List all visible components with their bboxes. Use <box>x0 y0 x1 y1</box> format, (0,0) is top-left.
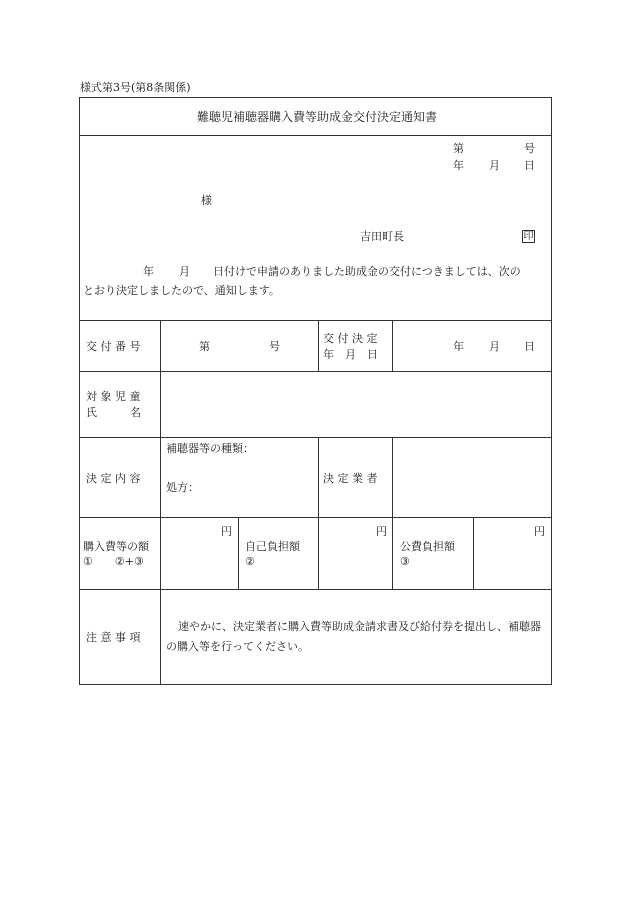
prescription-label: 処方： <box>166 481 199 494</box>
self-pay-label-1: 自己負担額 <box>245 540 300 553</box>
body-text-line-1: 日付けで申請のありました助成金の交付につきましては、次の <box>213 265 521 278</box>
issue-number-label: 交 付 番 号 <box>86 340 141 353</box>
date-nen: 年 <box>453 159 464 172</box>
child-name-label-2: 氏 名 <box>86 406 141 419</box>
form-frame <box>79 97 552 685</box>
divider <box>392 320 393 372</box>
notes-label: 注 意 事 項 <box>86 631 141 644</box>
public-pay-yen: 円 <box>534 525 545 538</box>
decision-date-nen: 年 <box>453 340 464 353</box>
self-pay-yen: 円 <box>376 525 387 538</box>
number-gou: 号 <box>524 142 535 155</box>
divider <box>79 320 552 321</box>
divider <box>79 371 552 372</box>
public-pay-label-2: ③ <box>400 555 410 568</box>
issue-number-gou: 号 <box>269 340 280 353</box>
device-type-label: 補聴器等の種類： <box>166 442 254 455</box>
divider <box>473 517 474 589</box>
total-amount-label-1: 購入費等の額 <box>83 540 149 553</box>
document-title: 難聴児補聴器購入費等助成金交付決定通知書 <box>197 110 438 124</box>
form-number: 様式第3号(第8条関係) <box>80 81 191 94</box>
body-date-nen: 年 <box>143 265 154 278</box>
total-amount-yen: 円 <box>221 525 232 538</box>
self-pay-label-2: ② <box>245 555 255 568</box>
number-dai: 第 <box>453 142 464 155</box>
vendor-label: 決 定 業 者 <box>323 472 378 485</box>
child-name-label-1: 対 象 児 童 <box>86 390 141 403</box>
date-hi: 日 <box>524 159 535 172</box>
issue-number-dai: 第 <box>199 340 210 353</box>
date-tsuki: 月 <box>489 159 500 172</box>
divider <box>160 320 161 685</box>
issuer-name: 吉田町長 <box>360 230 404 243</box>
decision-content-label: 決 定 内 容 <box>86 472 141 485</box>
total-amount-label-2: ① ②+③ <box>83 555 144 568</box>
divider <box>392 437 393 589</box>
public-pay-label-1: 公費負担額 <box>400 540 455 553</box>
divider <box>79 437 552 438</box>
divider <box>318 437 319 589</box>
divider <box>79 589 552 590</box>
divider <box>79 517 552 518</box>
recipient-sama: 様 <box>201 194 212 207</box>
body-date-tsuki: 月 <box>179 265 190 278</box>
notes-text: 速やかに、決定業者に購入費等助成金請求書及び給付券を提出し、補聴器の購入等を行ってください。 <box>166 620 541 653</box>
seal-mark: 印 <box>523 231 534 242</box>
decision-date-label-1: 交 付 決 定 <box>323 332 378 345</box>
body-text-line-2: とおり決定しましたので、通知します。 <box>83 284 280 297</box>
decision-date-hi: 日 <box>524 340 535 353</box>
divider <box>238 517 239 589</box>
decision-date-label-2: 年 月 日 <box>323 348 378 361</box>
divider <box>79 135 552 136</box>
decision-date-tsuki: 月 <box>489 340 500 353</box>
divider <box>318 320 319 372</box>
